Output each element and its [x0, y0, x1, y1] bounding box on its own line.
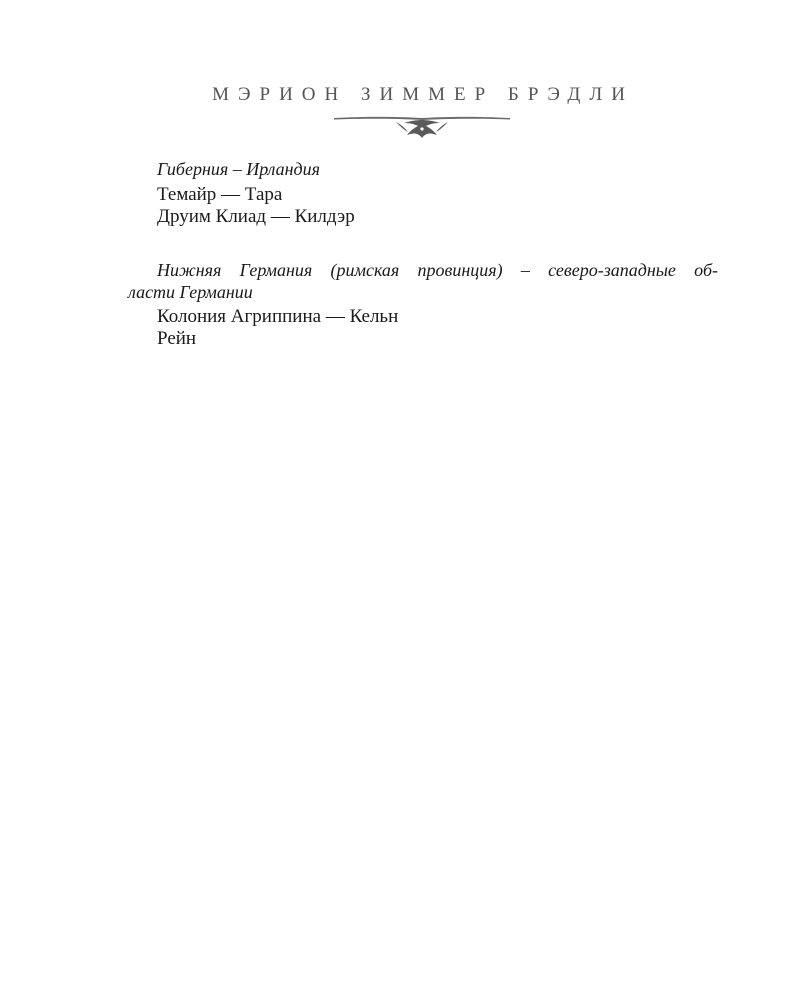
entry-line: Друим Клиад — Килдэр [157, 206, 355, 227]
entry-line: Колония Агриппина — Кельн [157, 306, 399, 327]
entry-line: Темайр — Тара [157, 184, 283, 205]
running-head: МЭРИОН ЗИММЕР БРЭДЛИ [212, 84, 634, 105]
section-heading-hibernia: Гиберния – Ирландия [157, 159, 321, 179]
section-heading-lower-germany-line2: ласти Германии [128, 282, 253, 302]
decorative-divider-icon [334, 112, 510, 144]
section-heading-lower-germany-line1: Нижняя Германия (римская провинция) – северо-западные об- [157, 260, 718, 280]
entry-line: Рейн [157, 328, 197, 349]
